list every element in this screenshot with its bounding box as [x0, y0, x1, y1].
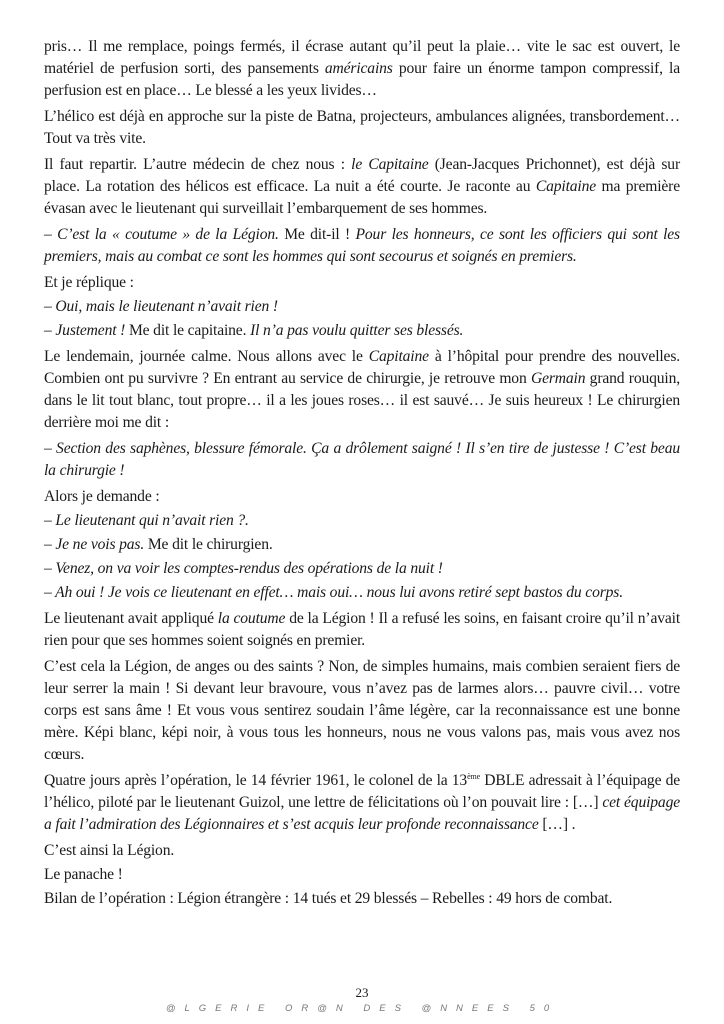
page-number: 23 [355, 985, 369, 1000]
paragraph: C’est cela la Légion, de anges ou des saints ? Non, de simples humains, mais combien seraient fiers de leur serrer la main ! Si devant leur bravoure, vous n’avez pas de larmes alors… pauvre civil… votre corps est sans âme ! Et vous vous sentirez soudain l’âme légère, car la reconnaissance est une bonne mère. Képi blanc, képi noir, à vous tous les honneurs, nous ne vous valons pas, mais vous avez nos cœurs. [44, 658, 680, 763]
paragraph: Le lieutenant avait appliqué la coutume de la Légion ! Il a refusé les soins, en faisant croire qu’il n’avait rien pour que ses hommes soient soignés en premier. [44, 610, 681, 649]
dialogue-line: – Venez, on va voir les comptes-rendus des opérations de la nuit ! [44, 560, 443, 577]
paragraph: Il faut repartir. L’autre médecin de chez nous : le Capitaine (Jean-Jacques Prichonnet), est déjà sur place. La rotation des hélicos est efficace. La nuit a été courte. Je raconte au Capitaine ma première évasan avec le lieutenant qui surveillait l’embarquement de ses hommes. [44, 156, 680, 217]
dialogue-line: – Oui, mais le lieutenant n’avait rien ! [44, 298, 278, 315]
paragraph: pris… Il me remplace, poings fermés, il écrase autant qu’il peut la plaie… vite le sac est ouvert, le matériel de perfusion sorti, des pansements américains pour faire un énorme tampon compressif, la perfusion est en place… Le blessé a les yeux livides… [44, 38, 681, 99]
dialogue-line: – Section des saphènes, blessure fémorale. Ça a drôlement saigné ! Il s’en tire de justesse ! C’est beau la chirurgie ! [44, 440, 680, 479]
body-text [44, 36, 680, 914]
dialogue-line: – Je ne vois pas. Me dit le chirurgien. [44, 536, 273, 553]
paragraph: L’hélico est déjà en approche sur la piste de Batna, projecteurs, ambulances alignées, transbordement… Tout va très vite. [44, 108, 680, 147]
paragraph: Et je réplique : [44, 274, 134, 291]
dialogue-line: – Le lieutenant qui n’avait rien ?. [44, 512, 249, 529]
dialogue-line: – Justement ! Me dit le capitaine. Il n’a pas voulu quitter ses blessés. [44, 322, 464, 339]
paragraph: Alors je demande : [44, 488, 160, 505]
dialogue-line: – Ah oui ! Je vois ce lieutenant en effet… mais oui… nous lui avons retiré sept bastos du corps. [44, 584, 623, 601]
paragraph: Bilan de l’opération : Légion étrangère : 14 tués et 29 blessés – Rebelles : 49 hors de combat. [44, 890, 613, 907]
dialogue-line: – C’est la « coutume » de la Légion. Me dit-il ! Pour les honneurs, ce sont les officiers qui sont les premiers, mais au combat ce sont les hommes qui sont secourus et soignés en premiers. [44, 226, 680, 265]
paragraph: Quatre jours après l’opération, le 14 février 1961, le colonel de la 13ème DBLE adressait à l’équipage de l’hélico, piloté par le lieutenant Guizol, une lettre de félicitations où l’on pouvait lire : […] cet équipage a fait l’admiration des Légionnaires et s’est acquis leur profonde reconnaissance […] . [44, 772, 680, 833]
running-footer: @LGERIE OR@N DES @NNEES 50 [165, 1003, 559, 1014]
paragraph: Le lendemain, journée calme. Nous allons avec le Capitaine à l’hôpital pour prendre des nouvelles. Combien ont pu survivre ? En entrant au service de chirurgie, je retrouve mon Germain grand rouquin, dans le lit tout blanc, tout propre… il a les joues roses… il est sauvé… Je suis heureux ! Le chirurgien derrière moi me dit : [44, 348, 680, 431]
paragraph: Le panache ! [44, 866, 123, 883]
paragraph: C’est ainsi la Légion. [44, 842, 175, 859]
